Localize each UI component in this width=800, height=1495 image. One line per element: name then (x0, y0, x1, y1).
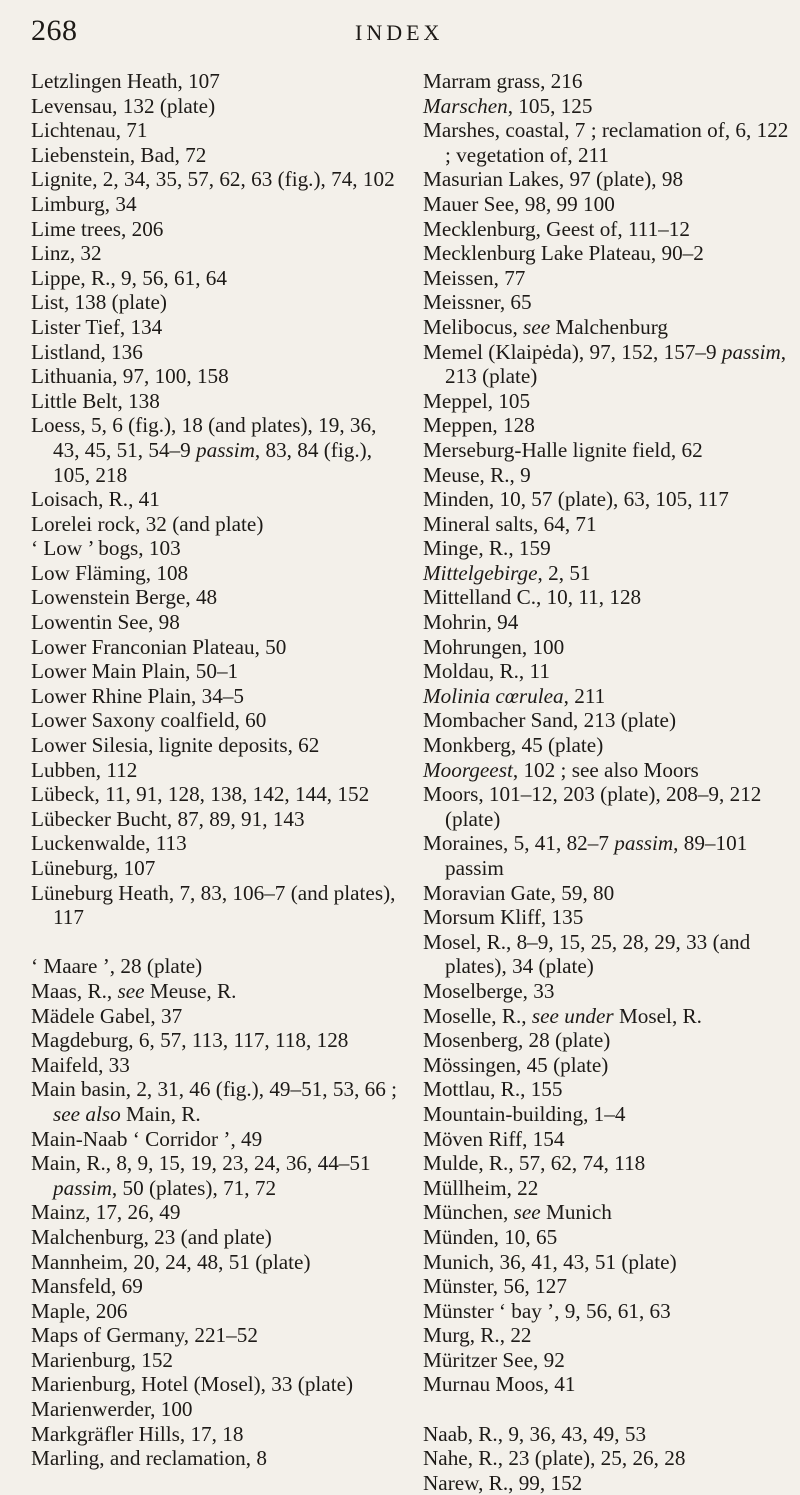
entry-text: Mombacher Sand, 213 (plate) (423, 708, 676, 733)
entry-text: Marling, and reclamation, 8 (31, 1446, 267, 1471)
section-gap (423, 1397, 795, 1422)
entry-text: Markgräfler Hills, 17, 18 (31, 1421, 244, 1446)
index-entry (31, 94, 406, 119)
index-entry (31, 315, 406, 340)
index-column-left (31, 69, 406, 1471)
entry-text: Main-Naab ‘ Corridor ’, 49 (31, 1126, 263, 1151)
entry-text: Meppel, 105 (423, 388, 531, 413)
entry-text: Meissner, 65 (423, 290, 532, 315)
entry-text: Mottlau, R., 155 (423, 1077, 563, 1102)
entry-text: Mohrin, 94 (423, 610, 519, 635)
entry-text-after: , 89–101 passim (445, 831, 748, 880)
index-entry (31, 69, 406, 94)
entry-text: Lippe, R., 9, 56, 61, 64 (31, 265, 227, 290)
entry-text: Marshes, coastal, 7 ; reclamation of, 6, 122 ; vegetation of, 211 (423, 118, 789, 167)
index-entry (31, 684, 406, 709)
index-entry (31, 413, 406, 487)
index-entry (31, 1299, 406, 1324)
index-entry (31, 1151, 406, 1200)
index-entry (31, 807, 406, 832)
entry-text: Lubben, 112 (31, 757, 138, 782)
entry-text: Maple, 206 (31, 1298, 128, 1323)
entry-text: Mansfeld, 69 (31, 1274, 143, 1299)
index-entry (31, 536, 406, 561)
entry-text: Maifeld, 33 (31, 1052, 130, 1077)
entry-text: Luckenwalde, 113 (31, 831, 187, 856)
index-entry (423, 167, 795, 192)
entry-text: Lithuania, 97, 100, 158 (31, 364, 229, 389)
entry-text: Lowenstein Berge, 48 (31, 585, 218, 610)
entry-text: Moraines, 5, 41, 82–7 (423, 831, 615, 856)
index-entry (31, 118, 406, 143)
entry-text: Low Fläming, 108 (31, 560, 189, 585)
index-entry (423, 930, 795, 979)
index-entry (31, 1274, 406, 1299)
index-entry (31, 1323, 406, 1348)
index-entry (31, 192, 406, 217)
entry-text: List, 138 (plate) (31, 290, 167, 315)
entry-text: Meuse, R., 9 (423, 462, 531, 487)
index-entry (423, 536, 795, 561)
entry-text-after: Meuse, R. (144, 978, 237, 1003)
index-entry (31, 266, 406, 291)
index-entry (423, 1250, 795, 1275)
index-entry (423, 463, 795, 488)
index-entry (31, 1397, 406, 1422)
entry-italic: passim (53, 1175, 112, 1200)
entry-italic: Molinia cœrulea (423, 683, 564, 708)
entry-text: Melibocus, (423, 314, 524, 339)
index-entry (423, 684, 795, 709)
entry-text: Mittelland C., 10, 11, 128 (423, 585, 642, 610)
entry-text: Lower Silesia, lignite deposits, 62 (31, 733, 320, 758)
entry-text: Lower Franconian Plateau, 50 (31, 634, 287, 659)
entry-text: Moravian Gate, 59, 80 (423, 880, 615, 905)
index-entry (31, 389, 406, 414)
index-entry (31, 1446, 406, 1471)
index-entry (423, 290, 795, 315)
entry-text: Limburg, 34 (31, 191, 137, 216)
entry-text-after: , 211 (563, 683, 606, 708)
index-entry (423, 1274, 795, 1299)
index-entry (423, 1446, 795, 1471)
index-entry (31, 167, 406, 192)
page-header (0, 14, 800, 54)
entry-text: Mainz, 17, 26, 49 (31, 1200, 181, 1225)
index-entry (423, 1053, 795, 1078)
index-entry (31, 241, 406, 266)
entry-text-after: , 83, 84 (fig.), 105, 218 (53, 437, 372, 487)
entry-text: Mosel, R., 8–9, 15, 25, 28, 29, 33 (and plates), 34 (plate) (423, 929, 751, 979)
entry-text: Lorelei rock, 32 (and plate) (31, 511, 264, 536)
entry-text-after: , 213 (plate) (445, 339, 787, 389)
entry-text: Merseburg-Halle lignite field, 62 (423, 437, 703, 462)
index-list-right (423, 69, 795, 1495)
entry-text: Mohrungen, 100 (423, 634, 565, 659)
index-entry (31, 1127, 406, 1152)
index-entry (423, 979, 795, 1004)
index-entry (31, 708, 406, 733)
entry-italic: see also (53, 1101, 121, 1126)
entry-text: Lower Rhine Plain, 34–5 (31, 683, 245, 708)
section-gap (31, 930, 406, 955)
index-entry (423, 1028, 795, 1053)
index-entry (423, 782, 795, 831)
entry-text: Mädele Gabel, 37 (31, 1003, 183, 1028)
index-list-left (31, 69, 406, 1471)
entry-text: Listland, 136 (31, 339, 143, 364)
index-entry (423, 1225, 795, 1250)
index-entry (423, 1323, 795, 1348)
entry-text: Müritzer See, 92 (423, 1347, 565, 1372)
index-entry (423, 708, 795, 733)
entry-text: Lister Tief, 134 (31, 314, 163, 339)
entry-text: Münster ‘ bay ’, 9, 56, 61, 63 (423, 1298, 671, 1323)
entry-text-after: , 50 (plates), 71, 72 (111, 1175, 277, 1200)
index-column-right (423, 69, 795, 1495)
index-entry (423, 610, 795, 635)
index-entry (31, 364, 406, 389)
entry-text: Maps of Germany, 221–52 (31, 1323, 258, 1348)
index-entry (31, 512, 406, 537)
index-entry (31, 143, 406, 168)
entry-text: Lower Saxony coalfield, 60 (31, 708, 267, 733)
entry-italic: passim (196, 437, 255, 462)
entry-text: Münden, 10, 65 (423, 1224, 558, 1249)
entry-text: Meissen, 77 (423, 265, 526, 290)
index-entry (31, 979, 406, 1004)
index-entry (423, 1200, 795, 1225)
entry-text: Moselle, R., (423, 1003, 532, 1028)
index-entry (31, 1225, 406, 1250)
entry-text: Letzlingen Heath, 107 (31, 69, 220, 93)
index-entry (423, 758, 795, 783)
entry-text: Nahe, R., 23 (plate), 25, 26, 28 (423, 1446, 686, 1471)
entry-text: Moldau, R., 11 (423, 659, 550, 684)
entry-text: Lüneburg Heath, 7, 83, 106–7 (and plates), 117 (31, 880, 396, 930)
entry-text: Mulde, R., 57, 62, 74, 118 (423, 1151, 646, 1176)
entry-text-after: Mosel, R. (613, 1003, 702, 1028)
entry-text: Munich, 36, 41, 43, 51 (plate) (423, 1249, 677, 1274)
index-entry (423, 1299, 795, 1324)
entry-text: Main, R., 8, 9, 15, 19, 23, 24, 36, 44–51 (31, 1151, 371, 1176)
index-entry (423, 487, 795, 512)
entry-italic: Mittelgebirge (423, 560, 538, 585)
entry-text: Mecklenburg Lake Plateau, 90–2 (423, 241, 704, 266)
index-entry (31, 1028, 406, 1053)
index-entry (423, 315, 795, 340)
entry-text: Münster, 56, 127 (423, 1274, 567, 1299)
entry-text: Loisach, R., 41 (31, 487, 160, 512)
index-entry (423, 635, 795, 660)
entry-text: Malchenburg, 23 (and plate) (31, 1224, 272, 1249)
index-entry (31, 659, 406, 684)
entry-text: Morsum Kliff, 135 (423, 905, 584, 930)
index-entry (423, 1372, 795, 1397)
index-entry (31, 831, 406, 856)
entry-text: Minge, R., 159 (423, 536, 551, 561)
entry-text: Lower Main Plain, 50–1 (31, 659, 239, 684)
entry-text: Marienwerder, 100 (31, 1397, 193, 1422)
index-entry (423, 340, 795, 389)
index-entry (423, 881, 795, 906)
index-entry (31, 487, 406, 512)
entry-text: Lübecker Bucht, 87, 89, 91, 143 (31, 806, 305, 831)
entry-text: Monkberg, 45 (plate) (423, 733, 604, 758)
entry-text: ‘ Low ’ bogs, 103 (31, 536, 181, 561)
index-entry (423, 1422, 795, 1447)
index-entry (31, 1077, 406, 1126)
entry-text: Little Belt, 138 (31, 388, 160, 413)
entry-text: Müllheim, 22 (423, 1175, 539, 1200)
entry-text: Masurian Lakes, 97 (plate), 98 (423, 167, 684, 192)
index-entry (31, 290, 406, 315)
index-entry (31, 1348, 406, 1373)
index-entry (423, 561, 795, 586)
entry-text: Möven Riff, 154 (423, 1126, 565, 1151)
entry-text: Main basin, 2, 31, 46 (fig.), 49–51, 53, 66 ; (31, 1077, 398, 1102)
entry-italic: see (117, 978, 145, 1003)
entry-text: Narew, R., 99, 152 (423, 1470, 583, 1495)
index-entry (423, 192, 795, 217)
entry-text-after: , 102 ; see also Moors (512, 757, 699, 782)
entry-text-after: Munich (540, 1200, 612, 1225)
entry-text: Moors, 101–12, 203 (plate), 208–9, 212 (plate) (423, 782, 762, 831)
index-entry (423, 266, 795, 291)
index-entry (31, 856, 406, 881)
index-entry (31, 217, 406, 242)
index-entry (423, 512, 795, 537)
entry-italic: Moorgeest (423, 757, 513, 782)
index-entry (31, 758, 406, 783)
entry-italic: passim (614, 831, 674, 856)
entry-italic: see (513, 1200, 541, 1225)
index-entry (31, 610, 406, 635)
index-entry (31, 1200, 406, 1225)
index-entry (31, 1372, 406, 1397)
index-entry (31, 1250, 406, 1275)
entry-text: Mannheim, 20, 24, 48, 51 (plate) (31, 1249, 311, 1274)
index-entry (423, 1127, 795, 1152)
index-entry (423, 241, 795, 266)
index-entry (423, 1077, 795, 1102)
entry-text: Mössingen, 45 (plate) (423, 1052, 609, 1077)
entry-text: Marienburg, 152 (31, 1347, 174, 1372)
index-entry (423, 69, 795, 94)
entry-text: Magdeburg, 6, 57, 113, 117, 118, 128 (31, 1028, 349, 1053)
page-number: 268 (31, 14, 78, 47)
index-entry (31, 1422, 406, 1447)
entry-italic: Marschen (423, 93, 508, 118)
entry-text-after: , 2, 51 (537, 560, 591, 585)
index-entry (423, 1471, 795, 1495)
entry-text: Murnau Moos, 41 (423, 1372, 576, 1397)
running-head: INDEX (355, 20, 444, 45)
entry-text: Maas, R., (31, 978, 118, 1003)
index-entry (423, 1348, 795, 1373)
index-entry (423, 217, 795, 242)
index-entry (423, 733, 795, 758)
index-entry (31, 881, 406, 930)
index-entry (423, 438, 795, 463)
entry-italic: passim (721, 339, 781, 364)
entry-text: Lübeck, 11, 91, 128, 138, 142, 144, 152 (31, 782, 370, 807)
entry-text: Marram grass, 216 (423, 69, 583, 93)
entry-text: Lignite, 2, 34, 35, 57, 62, 63 (fig.), 74, 102 (31, 167, 395, 192)
entry-text: Liebenstein, Bad, 72 (31, 142, 207, 167)
entry-text: Lüneburg, 107 (31, 856, 156, 880)
entry-text: Minden, 10, 57 (plate), 63, 105, 117 (423, 487, 729, 512)
index-entry (423, 831, 795, 880)
index-entry (423, 1102, 795, 1127)
entry-text: Loess, 5, 6 (fig.), 18 (and plates), 19, 36, 43, 45, 51, 54–9 (31, 413, 377, 462)
entry-text: München, (423, 1200, 514, 1225)
index-entry (31, 635, 406, 660)
index-entry (423, 413, 795, 438)
entry-text: Naab, R., 9, 36, 43, 49, 53 (423, 1421, 647, 1446)
entry-text: Lime trees, 206 (31, 216, 164, 241)
index-entry (423, 118, 795, 167)
entry-text: Meppen, 128 (423, 413, 535, 438)
entry-text: Lichtenau, 71 (31, 118, 148, 143)
index-entry (423, 389, 795, 414)
entry-text: Lowentin See, 98 (31, 610, 180, 635)
index-entry (423, 1004, 795, 1029)
entry-text: Memel (Klaipėda), 97, 152, 157–9 (423, 339, 722, 364)
index-entry (31, 561, 406, 586)
index-entry (31, 1053, 406, 1078)
index-entry (31, 782, 406, 807)
entry-text: Moselberge, 33 (423, 978, 555, 1003)
entry-text: ‘ Maare ’, 28 (plate) (31, 954, 203, 979)
entry-text: Murg, R., 22 (423, 1323, 532, 1348)
entry-text-after: , 105, 125 (507, 93, 593, 118)
entry-text: Marienburg, Hotel (Mosel), 33 (plate) (31, 1372, 354, 1397)
index-entry (423, 659, 795, 684)
entry-text-after: Malchenburg (550, 314, 668, 339)
entry-text-after: Main, R. (120, 1101, 201, 1126)
entry-italic: see under (531, 1003, 614, 1028)
index-entry (423, 1151, 795, 1176)
entry-text: Linz, 32 (31, 241, 102, 266)
index-entry (31, 585, 406, 610)
entry-text: Mecklenburg, Geest of, 111–12 (423, 216, 690, 241)
entry-text: Levensau, 132 (plate) (31, 93, 216, 118)
index-entry (31, 954, 406, 979)
index-entry (423, 585, 795, 610)
entry-text: Mosenberg, 28 (plate) (423, 1028, 611, 1053)
index-entry (423, 94, 795, 119)
index-entry (423, 1176, 795, 1201)
index-entry (31, 1004, 406, 1029)
index-entry (31, 340, 406, 365)
entry-text: Mauer See, 98, 99 100 (423, 191, 615, 216)
entry-text: Mineral salts, 64, 71 (423, 511, 597, 536)
entry-text: Mountain-building, 1–4 (423, 1101, 626, 1126)
index-entry (31, 733, 406, 758)
entry-italic: see (523, 314, 551, 339)
index-entry (423, 905, 795, 930)
